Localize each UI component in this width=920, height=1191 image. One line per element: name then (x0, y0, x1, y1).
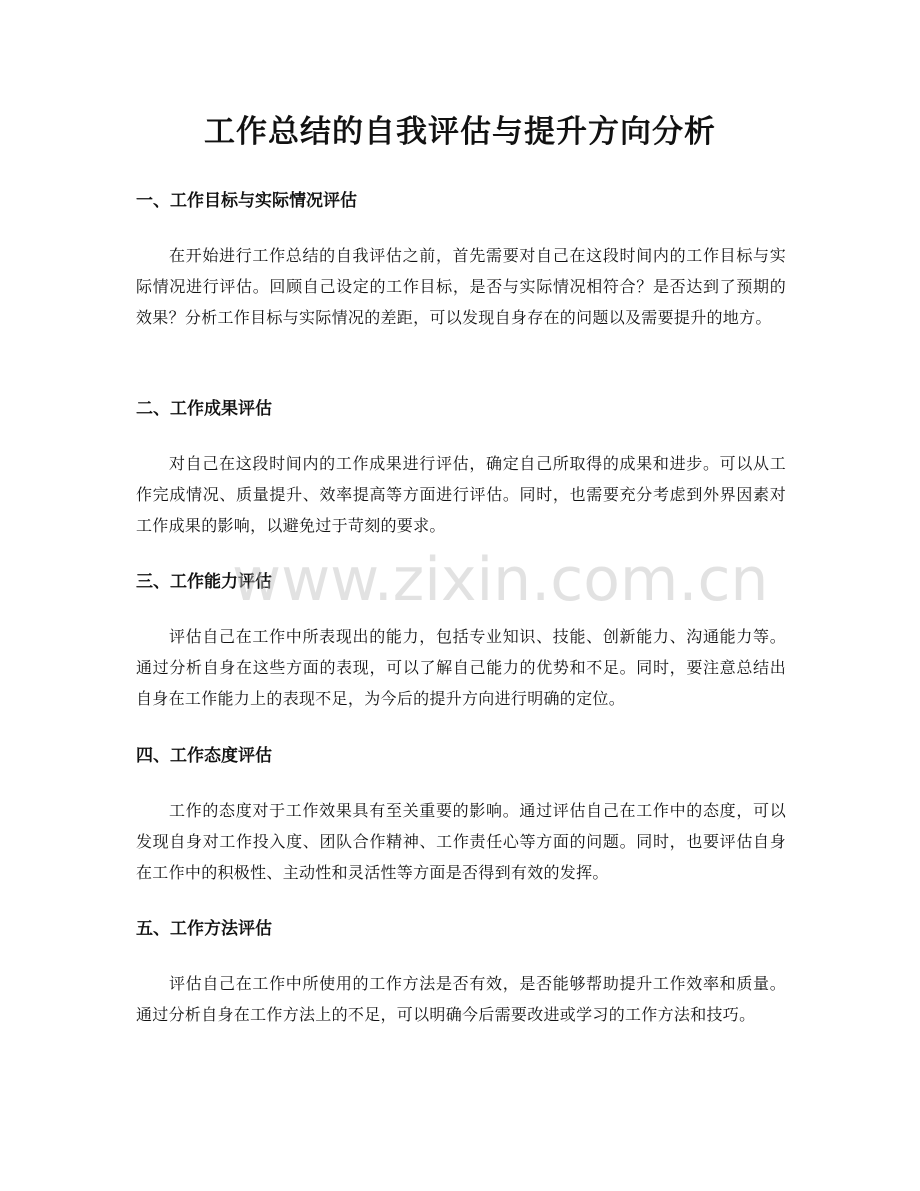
section-work-methods (136, 917, 786, 1030)
section-paragraph: 在开始进行工作总结的自我评估之前，首先需要对自己在这段时间内的工作目标与实际情况进行评估。回顾自己设定的工作目标，是否与实际情况相符合？是否达到了预期的效果？分析工作目标与实际情况的差距，可以发现自身存在的问题以及需要提升的地方。 (136, 246, 786, 327)
watermark: www.zixin.com.cn (232, 545, 769, 615)
section-heading: 三、工作能力评估 (136, 572, 272, 592)
page-title: 工作总结的自我评估与提升方向分析 (204, 114, 716, 150)
section-heading: 四、工作态度评估 (136, 746, 272, 766)
section-heading: 一、工作目标与实际情况评估 (136, 191, 357, 211)
section-paragraph: 对自己在这段时间内的工作成果进行评估，确定自己所取得的成果和进步。可以从工作完成情况、质量提升、效率提高等方面进行评估。同时，也需要充分考虑到外界因素对工作成果的影响，以避免过于苛刻的要求。 (136, 454, 786, 535)
section-heading: 五、工作方法评估 (136, 919, 272, 939)
section-paragraph: 评估自己在工作中所表现出的能力，包括专业知识、技能、创新能力、沟通能力等。通过分析自身在这些方面的表现，可以了解自己能力的优势和不足。同时，要注意总结出自身在工作能力上的表现不足，为今后的提升方向进行明确的定位。 (136, 627, 786, 708)
section-work-results (136, 397, 786, 541)
section-work-ability (136, 570, 786, 714)
section-paragraph: 评估自己在工作中所使用的工作方法是否有效，是否能够帮助提升工作效率和质量。通过分析自身在工作方法上的不足，可以明确今后需要改进或学习的工作方法和技巧。 (136, 974, 786, 1024)
section-work-attitude (136, 744, 786, 888)
section-heading: 二、工作成果评估 (136, 399, 272, 419)
section-work-goals (136, 189, 786, 333)
section-paragraph: 工作的态度对于工作效果具有至关重要的影响。通过评估自己在工作中的态度，可以发现自身对工作投入度、团队合作精神、工作责任心等方面的问题。同时，也要评估自身在工作中的积极性、主动性和灵活性等方面是否得到有效的发挥。 (136, 801, 786, 882)
